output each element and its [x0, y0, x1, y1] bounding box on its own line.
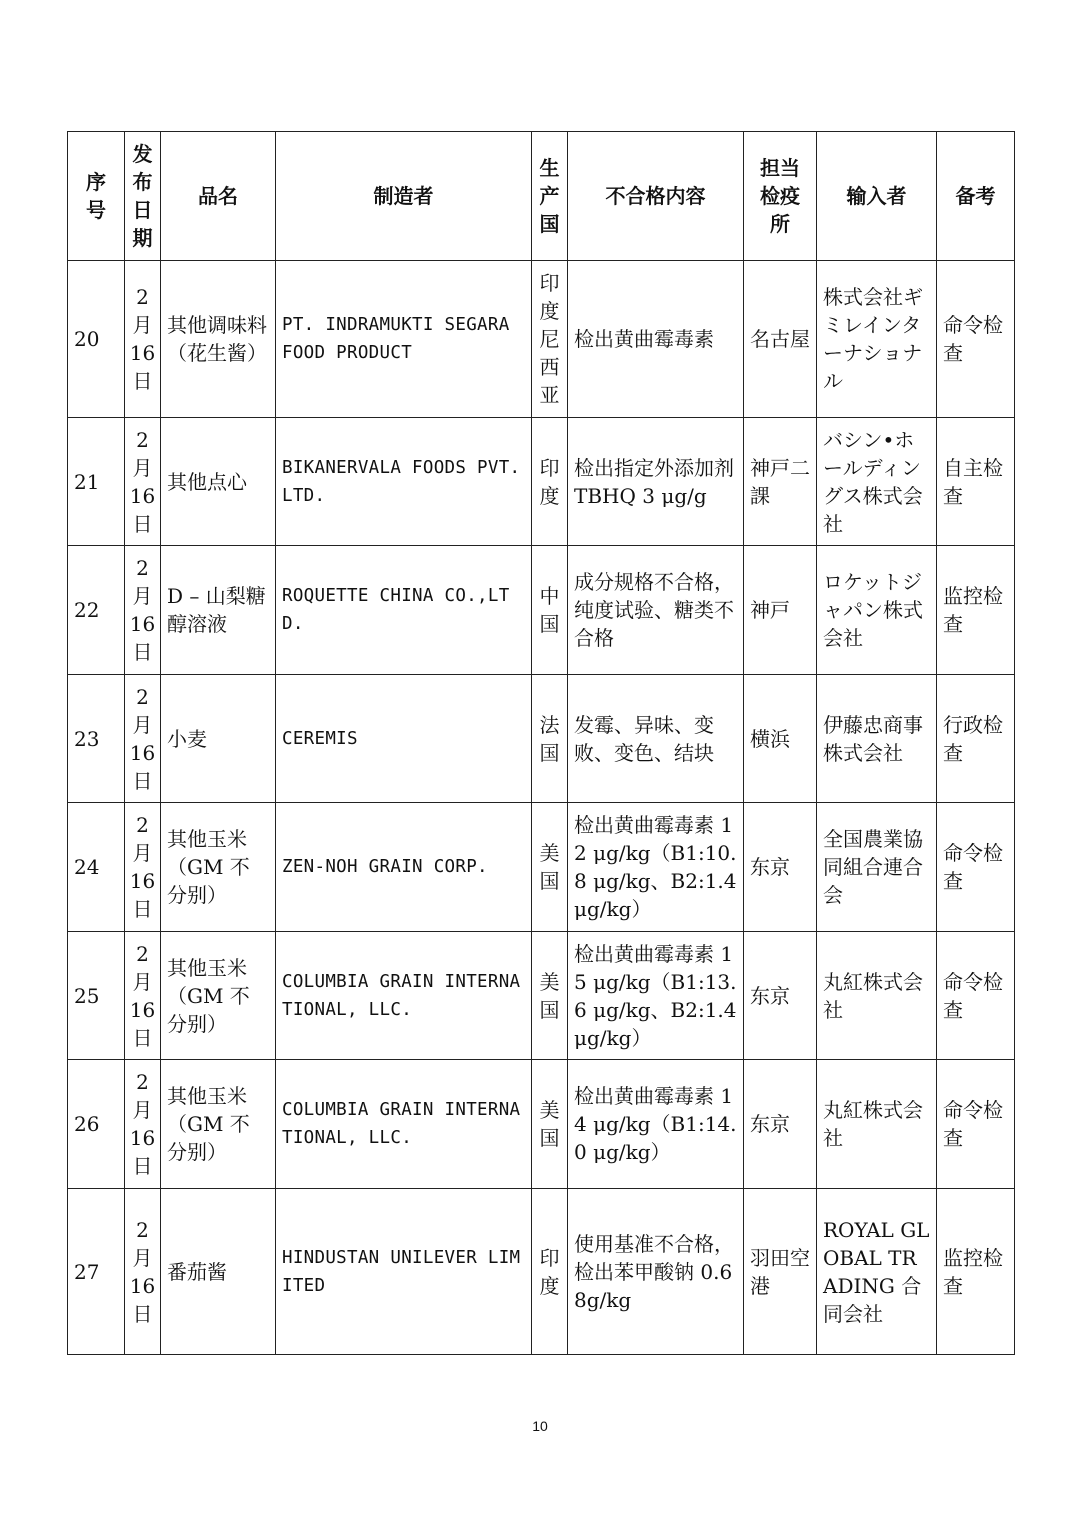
seq-cell: 21 — [68, 418, 125, 546]
table-row — [68, 1060, 1015, 1189]
product-cell: 小麦 — [161, 675, 276, 803]
country-cell: 美 国 — [532, 803, 568, 932]
office-cell: 羽田空港 — [744, 1189, 817, 1355]
header-country: 生 产 国 — [532, 132, 568, 261]
country-cell: 印 度 — [532, 1189, 568, 1355]
issue-cell: 检出黄曲霉毒素 15 μg/kg（B1:13.6 μg/kg、B2:1.4 μg/kg） — [568, 932, 744, 1060]
date-cell: 2 月 16 日 — [125, 261, 161, 418]
product-cell: 其他玉米（GM 不分别） — [161, 932, 276, 1060]
seq-cell: 25 — [68, 932, 125, 1060]
country-cell: 印 度 尼 西 亚 — [532, 261, 568, 418]
office-cell: 东京 — [744, 932, 817, 1060]
seq-cell: 23 — [68, 675, 125, 803]
maker-cell: COLUMBIA GRAIN INTERNATIONAL, LLC. — [276, 932, 532, 1060]
office-cell: 神戸二課 — [744, 418, 817, 546]
issue-cell: 发霉、异味、变败、变色、结块 — [568, 675, 744, 803]
importer-cell: バシン•ホールディングス株式会社 — [817, 418, 937, 546]
seq-cell: 27 — [68, 1189, 125, 1355]
header-product: 品名 — [161, 132, 276, 261]
importer-cell: 伊藤忠商事株式会社 — [817, 675, 937, 803]
header-issue: 不合格内容 — [568, 132, 744, 261]
remark-cell: 命令检查 — [937, 261, 1015, 418]
table-row — [68, 803, 1015, 932]
header-row — [68, 132, 1015, 261]
date-cell: 2 月 16 日 — [125, 1189, 161, 1355]
seq-cell: 22 — [68, 546, 125, 675]
country-cell: 法 国 — [532, 675, 568, 803]
table-row — [68, 418, 1015, 546]
product-cell: D – 山梨糖醇溶液 — [161, 546, 276, 675]
product-cell: 其他调味料（花生酱） — [161, 261, 276, 418]
table-row — [68, 1189, 1015, 1355]
maker-cell: COLUMBIA GRAIN INTERNATIONAL, LLC. — [276, 1060, 532, 1189]
issue-cell: 检出黄曲霉毒素 — [568, 261, 744, 418]
country-cell: 印 度 — [532, 418, 568, 546]
maker-cell: ZEN-NOH GRAIN CORP. — [276, 803, 532, 932]
header-date: 发 布 日 期 — [125, 132, 161, 261]
issue-cell: 检出黄曲霉毒素 12 μg/kg（B1:10.8 μg/kg、B2:1.4 μg/kg） — [568, 803, 744, 932]
product-cell: 其他点心 — [161, 418, 276, 546]
importer-cell: ロケットジャパン株式会社 — [817, 546, 937, 675]
date-cell: 2 月 16 日 — [125, 546, 161, 675]
country-cell: 美 国 — [532, 1060, 568, 1189]
seq-cell: 26 — [68, 1060, 125, 1189]
date-cell: 2 月 16 日 — [125, 932, 161, 1060]
office-cell: 名古屋 — [744, 261, 817, 418]
maker-cell: BIKANERVALA FOODS PVT. LTD. — [276, 418, 532, 546]
header-importer: 输入者 — [817, 132, 937, 261]
importer-cell: 全国農業協同組合連合会 — [817, 803, 937, 932]
issue-cell: 检出黄曲霉毒素 14 μg/kg（B1:14.0 μg/kg） — [568, 1060, 744, 1189]
office-cell: 东京 — [744, 803, 817, 932]
product-cell: 其他玉米（GM 不分别） — [161, 1060, 276, 1189]
table-row — [68, 932, 1015, 1060]
remark-cell: 命令检查 — [937, 803, 1015, 932]
issue-cell: 使用基准不合格，检出苯甲酸钠 0.68g/kg — [568, 1189, 744, 1355]
office-cell: 横浜 — [744, 675, 817, 803]
product-cell: 番茄酱 — [161, 1189, 276, 1355]
date-cell: 2 月 16 日 — [125, 418, 161, 546]
header-seq: 序 号 — [68, 132, 125, 261]
importer-cell: 丸紅株式会社 — [817, 1060, 937, 1189]
table-row — [68, 546, 1015, 675]
page-number: 10 — [532, 1418, 548, 1434]
maker-cell: PT. INDRAMUKTI SEGARA FOOD PRODUCT — [276, 261, 532, 418]
seq-cell: 24 — [68, 803, 125, 932]
remark-cell: 监控检查 — [937, 546, 1015, 675]
seq-cell: 20 — [68, 261, 125, 418]
office-cell: 东京 — [744, 1060, 817, 1189]
header-remark: 备考 — [937, 132, 1015, 261]
date-cell: 2 月 16 日 — [125, 675, 161, 803]
importer-cell: 丸紅株式会社 — [817, 932, 937, 1060]
maker-cell: CEREMIS — [276, 675, 532, 803]
office-cell: 神戸 — [744, 546, 817, 675]
remark-cell: 命令检查 — [937, 1060, 1015, 1189]
remark-cell: 自主检查 — [937, 418, 1015, 546]
maker-cell: ROQUETTE CHINA CO.,LTD. — [276, 546, 532, 675]
remark-cell: 行政检查 — [937, 675, 1015, 803]
country-cell: 中 国 — [532, 546, 568, 675]
header-office: 担当 检疫 所 — [744, 132, 817, 261]
maker-cell: HINDUSTAN UNILEVER LIMITED — [276, 1189, 532, 1355]
product-cell: 其他玉米（GM 不分别） — [161, 803, 276, 932]
inspection-table — [67, 131, 1015, 1355]
remark-cell: 命令检查 — [937, 932, 1015, 1060]
table-row — [68, 261, 1015, 418]
date-cell: 2 月 16 日 — [125, 1060, 161, 1189]
importer-cell: ROYAL GLOBAL TRADING 合同会社 — [817, 1189, 937, 1355]
date-cell: 2 月 16 日 — [125, 803, 161, 932]
issue-cell: 检出指定外添加剂 TBHQ 3 μg/g — [568, 418, 744, 546]
table-row — [68, 675, 1015, 803]
issue-cell: 成分规格不合格，纯度试验、糖类不合格 — [568, 546, 744, 675]
importer-cell: 株式会社ギミレインターナショナル — [817, 261, 937, 418]
country-cell: 美 国 — [532, 932, 568, 1060]
remark-cell: 监控检查 — [937, 1189, 1015, 1355]
header-maker: 制造者 — [276, 132, 532, 261]
